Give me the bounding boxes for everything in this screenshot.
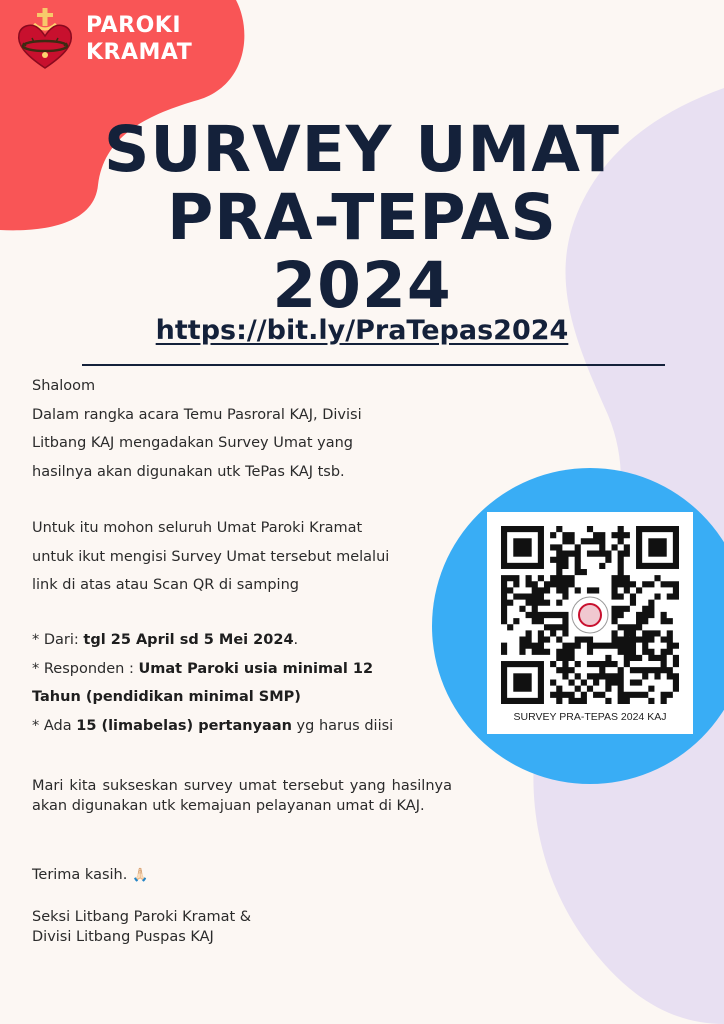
pray-icon: 🙏🏻: [131, 868, 149, 883]
thanks-line: Terima kasih. 🙏🏻: [32, 867, 149, 883]
sacred-heart-icon: [14, 6, 76, 72]
qr-finder-pattern: [636, 526, 679, 569]
qr-finder-pattern: [501, 661, 544, 704]
brand-header: [14, 6, 192, 72]
qr-card: [487, 512, 693, 734]
brand-line-2: KRAMAT: [86, 40, 193, 65]
greeting: Shaloom: [32, 378, 96, 394]
signature-line-2: Divisi Litbang Puspas KAJ: [32, 928, 214, 945]
detail-respondent: * Responden : Umat Paroki usia minimal 12: [32, 660, 374, 677]
signature: [32, 908, 452, 947]
qr-caption: SURVEY PRA-TEPAS 2024 KAJ: [513, 711, 667, 723]
intro-paragraph: [32, 372, 452, 486]
detail-questions: * Ada 15 (limabelas) pertanyaan yg harus diisi: [32, 717, 394, 734]
qr-center-logo-icon: [572, 597, 608, 633]
detail-respondent-cont: Tahun (pendidikan minimal SMP): [32, 689, 301, 705]
title-line-2: PRA-TEPAS: [167, 181, 557, 254]
detail-date: * Dari: tgl 25 April sd 5 Mei 2024.: [32, 632, 299, 648]
brand-name: [86, 12, 192, 66]
intro-line-3: hasilnya akan digunakan utk TePas KAJ tsb.: [32, 463, 345, 480]
intro-line-2: Litbang KAJ mengadakan Survey Umat yang: [32, 435, 354, 451]
title-line-1: SURVEY UMAT: [103, 113, 621, 186]
survey-details: [32, 626, 452, 740]
request-line-1: Untuk itu mohon seluruh Umat Paroki Kramat: [32, 520, 363, 536]
request-paragraph: [32, 514, 452, 600]
page-title: [0, 113, 724, 322]
qr-finder-pattern: [501, 526, 544, 569]
title-line-3: 2024: [272, 249, 452, 322]
qr-code-icon[interactable]: [501, 526, 679, 704]
request-line-3: link di atas atau Scan QR di samping: [32, 577, 299, 593]
request-line-2: untuk ikut mengisi Survey Umat tersebut melalui: [32, 548, 390, 565]
signature-line-1: Seksi Litbang Paroki Kramat &: [32, 909, 252, 925]
title-divider: [82, 364, 665, 366]
brand-line-1: PAROKI: [86, 13, 182, 38]
closing-paragraph: Mari kita sukseskan survey umat tersebut yang hasilnya akan digunakan utk kemajuan pelayanan umat di KAJ.: [32, 778, 452, 814]
intro-line-1: Dalam rangka acara Temu Pasroral KAJ, Divisi: [32, 406, 362, 423]
survey-link[interactable]: https://bit.ly/PraTepas2024: [155, 315, 569, 346]
